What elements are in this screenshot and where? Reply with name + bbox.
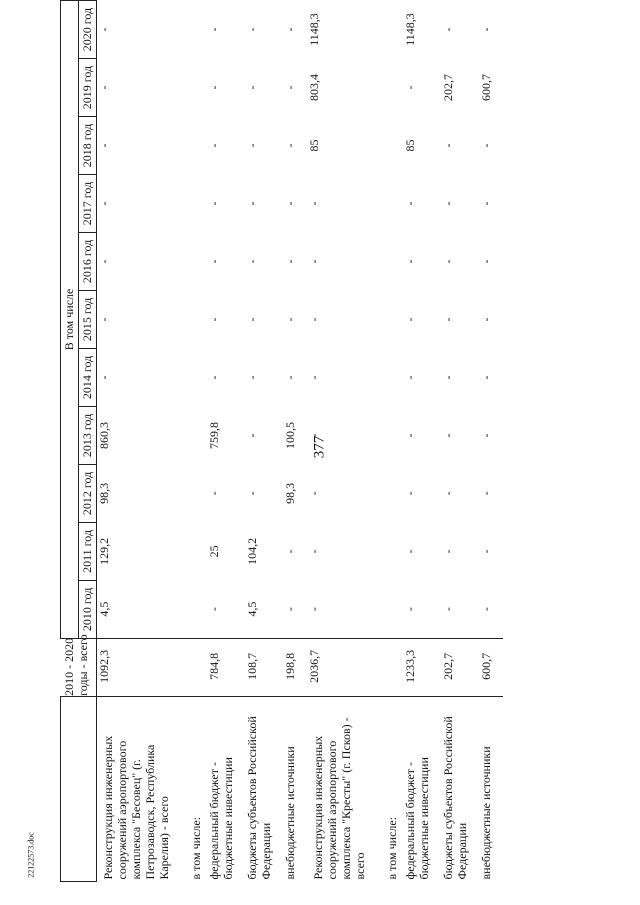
row-total: 600,7: [479, 638, 503, 696]
row-value: -: [403, 85, 417, 90]
row-label: в том числе:: [171, 696, 207, 881]
row-value: -: [441, 491, 455, 496]
row-value: -: [283, 375, 297, 380]
row-value: [171, 175, 207, 233]
row-value: -: [97, 27, 111, 32]
row-total: 1233,3: [403, 638, 441, 696]
row-value: -: [97, 317, 111, 322]
table-row: [307, 1, 367, 882]
row-value: -: [245, 375, 259, 380]
row-value: [171, 232, 207, 290]
row-value: 100,5: [283, 421, 297, 449]
header-year: 2016 год: [79, 232, 97, 290]
row-value: -: [207, 375, 221, 380]
page-number: 377: [311, 435, 328, 459]
row-value: -: [441, 201, 455, 206]
header-label-cell: [61, 696, 97, 881]
row-value: -: [283, 27, 297, 32]
row-value: -: [307, 317, 321, 322]
row-value: [367, 175, 403, 233]
row-value: -: [441, 375, 455, 380]
row-label: бюджеты субъектов Российской Федерации: [441, 696, 479, 881]
row-value: -: [479, 201, 493, 206]
row-total: 108,7: [245, 638, 283, 696]
row-value: [367, 464, 403, 522]
row-total: 2036,7: [307, 638, 367, 696]
row-value: -: [403, 375, 417, 380]
table-row: [441, 1, 479, 882]
row-total: 202,7: [441, 638, 479, 696]
row-value: -: [283, 259, 297, 264]
document-id: 22122573.doc: [26, 832, 36, 878]
header-total-line2: годы - всего: [75, 634, 90, 696]
row-value: -: [441, 433, 455, 438]
row-value: 85: [307, 139, 321, 152]
header-year: 2012 год: [79, 464, 97, 522]
row-value: 129,2: [97, 537, 111, 565]
row-value: 98,3: [97, 482, 111, 504]
row-value: -: [245, 201, 259, 206]
table-row: [283, 1, 307, 882]
row-value: [171, 1, 207, 59]
header-year: 2018 год: [79, 117, 97, 175]
row-value: -: [479, 143, 493, 148]
header-total-line1: 2010 - 2020: [61, 637, 76, 696]
row-value: -: [283, 143, 297, 148]
row-value: 104,2: [245, 537, 259, 565]
row-value: -: [97, 375, 111, 380]
row-value: -: [97, 85, 111, 90]
row-value: -: [479, 317, 493, 322]
header-year: 2017 год: [79, 175, 97, 233]
row-value: -: [479, 549, 493, 554]
row-value: -: [283, 85, 297, 90]
row-label: в том числе:: [367, 696, 403, 881]
row-total: [367, 638, 403, 696]
row-value: -: [307, 259, 321, 264]
row-value: -: [479, 27, 493, 32]
row-value: 25: [207, 545, 221, 558]
row-value: [171, 59, 207, 117]
row-value: [171, 580, 207, 638]
header-year: 2011 год: [79, 522, 97, 580]
row-value: -: [403, 433, 417, 438]
row-value: -: [403, 201, 417, 206]
header-year: 2015 год: [79, 290, 97, 348]
row-value: [171, 290, 207, 348]
row-label: бюджеты субъектов Российской Федерации: [245, 696, 283, 881]
row-value: -: [307, 375, 321, 380]
row-value: -: [441, 259, 455, 264]
table-row: [171, 1, 207, 882]
row-value: 803,4: [307, 74, 321, 102]
row-value: [171, 348, 207, 406]
row-value: [171, 406, 207, 464]
row-value: 860,3: [97, 421, 111, 449]
row-value: -: [97, 143, 111, 148]
row-value: -: [403, 607, 417, 612]
header-year: 2020 год: [79, 1, 97, 59]
row-value: -: [283, 201, 297, 206]
row-value: -: [207, 259, 221, 264]
row-value: [171, 117, 207, 175]
row-value: -: [97, 259, 111, 264]
row-value: -: [245, 259, 259, 264]
row-value: -: [403, 259, 417, 264]
row-value: 1148,3: [403, 13, 417, 46]
row-value: -: [403, 317, 417, 322]
table-row: [479, 1, 503, 882]
row-value: [367, 232, 403, 290]
row-value: -: [245, 317, 259, 322]
row-value: -: [479, 259, 493, 264]
header-year: 2010 год: [79, 580, 97, 638]
row-value: -: [307, 491, 321, 496]
header-year: 2014 год: [79, 348, 97, 406]
row-value: -: [245, 27, 259, 32]
row-label: внебюджетные источники: [479, 696, 503, 881]
row-label: Реконструкция инженерных сооружений аэропортового комплекса "Кресты" (г. Псков) - всего: [307, 696, 367, 881]
row-value: -: [441, 143, 455, 148]
row-value: -: [97, 201, 111, 206]
row-value: -: [245, 143, 259, 148]
header-total: [61, 634, 97, 696]
row-value: -: [207, 201, 221, 206]
rotated-table-container: [60, 0, 580, 882]
row-value: -: [441, 317, 455, 322]
row-value: [367, 1, 403, 59]
row-value: -: [207, 317, 221, 322]
row-value: -: [441, 549, 455, 554]
row-value: [171, 464, 207, 522]
budget-table: [60, 0, 503, 882]
row-value: -: [283, 317, 297, 322]
row-value: -: [307, 549, 321, 554]
row-value: -: [207, 491, 221, 496]
row-value: [367, 580, 403, 638]
row-value: 4,5: [245, 601, 259, 617]
row-value: 1148,3: [307, 13, 321, 46]
row-value: 759,8: [207, 421, 221, 449]
table-row: [97, 1, 172, 882]
row-value: -: [403, 549, 417, 554]
header-year: 2013 год: [79, 406, 97, 464]
row-label: федеральный бюджет - бюджетные инвестиции: [403, 696, 441, 881]
row-value: -: [245, 491, 259, 496]
row-value: [367, 348, 403, 406]
row-value: [367, 59, 403, 117]
table-row: [367, 1, 403, 882]
table-row: [245, 1, 283, 882]
row-total: [171, 638, 207, 696]
row-value: -: [245, 433, 259, 438]
row-value: -: [207, 607, 221, 612]
row-value: -: [245, 85, 259, 90]
row-value: [367, 290, 403, 348]
row-value: -: [307, 201, 321, 206]
row-value: -: [479, 491, 493, 496]
row-value: -: [207, 27, 221, 32]
row-value: -: [441, 607, 455, 612]
row-total: 1092,3: [97, 638, 172, 696]
row-value: -: [479, 375, 493, 380]
header-subgroup: В том числе: [61, 1, 79, 639]
row-label: внебюджетные источники: [283, 696, 307, 881]
row-value: -: [479, 433, 493, 438]
row-value: 98,3: [283, 482, 297, 504]
row-value: -: [207, 143, 221, 148]
row-value: [171, 522, 207, 580]
row-value: 4,5: [97, 601, 111, 617]
row-value: [367, 406, 403, 464]
row-label: Реконструкция инженерных сооружений аэропортового комплекса "Бесовец" (г. Петрозаводск, Республика Карелия) - всего: [97, 696, 172, 881]
row-value: 600,7: [479, 74, 493, 102]
table-row: [403, 1, 441, 882]
table-body: [97, 1, 504, 882]
row-label: федеральный бюджет - бюджетные инвестиции: [207, 696, 245, 881]
table-row: [207, 1, 245, 882]
row-value: -: [441, 27, 455, 32]
row-value: -: [207, 85, 221, 90]
row-value: [367, 522, 403, 580]
row-value: -: [283, 607, 297, 612]
row-value: -: [283, 549, 297, 554]
row-total: 784,8: [207, 638, 245, 696]
row-total: 198,8: [283, 638, 307, 696]
row-value: -: [479, 607, 493, 612]
row-value: -: [307, 607, 321, 612]
row-value: 202,7: [441, 74, 455, 102]
row-value: -: [403, 491, 417, 496]
row-value: -: [307, 433, 321, 438]
header-year: 2019 год: [79, 59, 97, 117]
row-value: 85: [403, 139, 417, 152]
row-value: [367, 117, 403, 175]
